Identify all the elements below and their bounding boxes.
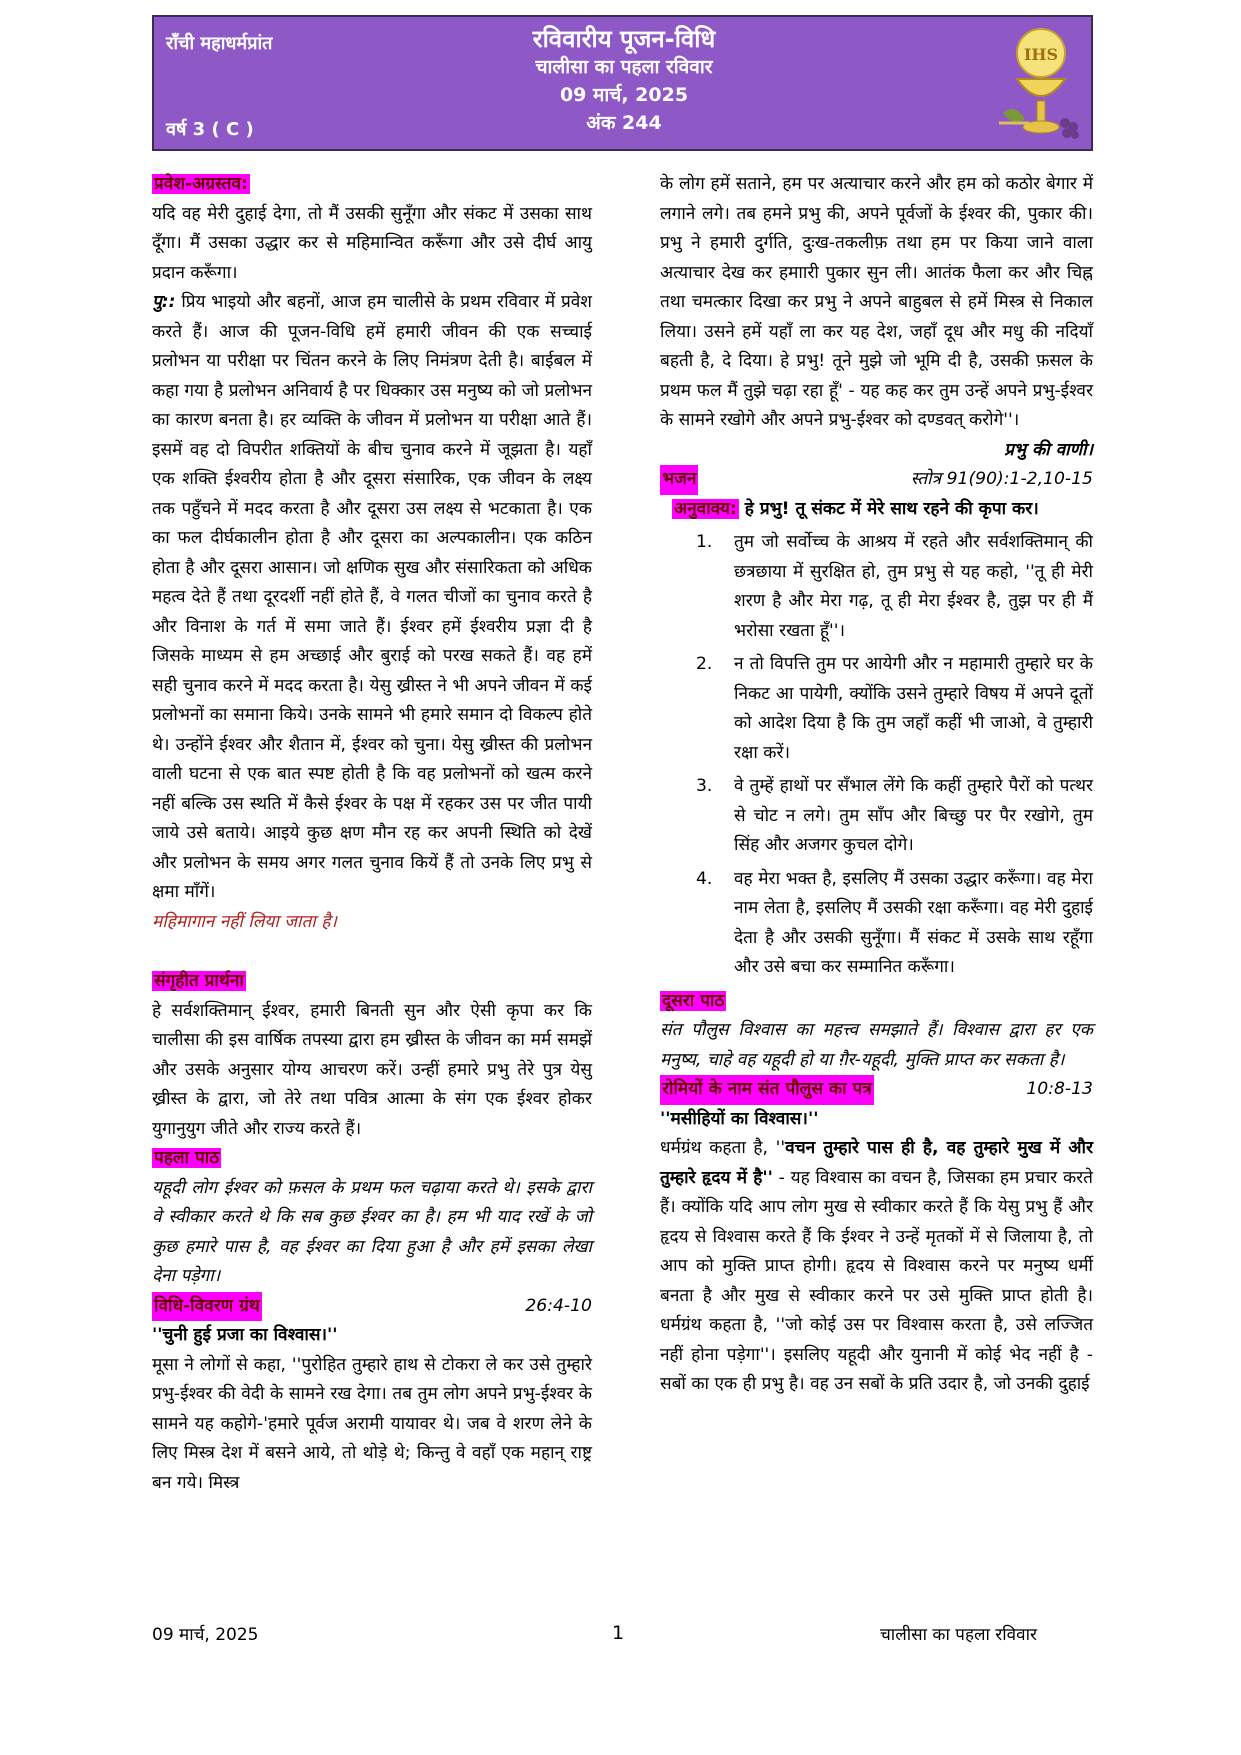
list-item: 2. न तो विपत्ति तुम पर आयेगी और न महामारी तुम्हारे घर के निकट आ पायेगी, क्योंकि उसने तुम्हारे विषय में अपने दूतों को आदेश दिया है कि तुम जहाँ कहीं भी जाओ, वे तुम्हारी रक्षा करें।	[696, 654, 1093, 763]
gloria-note: महिमागान नहीं लिया जाता है।	[152, 911, 337, 932]
liturgical-year: वर्ष 3 ( C )	[166, 119, 254, 140]
header-date: 09 मार्च, 2025	[559, 84, 689, 106]
entrance-antiphon-label: प्रवेश-अग्रस्तव:	[154, 174, 248, 194]
left-column	[152, 170, 592, 1498]
book-reference: 26:4-10	[525, 1295, 592, 1316]
collect-text: हे सर्वशक्तिमान् ईश्वर, हमारी बिनती सुन और ऐसी कृपा कर कि चालीसा की इस वार्षिक तपस्या द्वारा हम ख्रीस्त के जीवन का मर्म समझें और उसके अनुसार योग्य आचरण करें। उन्हीं हमारे प्रभु तेरे पुत्र येसु ख्रीस्त के द्वारा, जो तेरे तथा पवित्र आत्मा के संग एक ईश्वर होकर युगानुयुग जीते और राज्य करते हैं।	[152, 1000, 592, 1139]
page-number: 1	[612, 1622, 625, 1644]
sunday-name: चालीसा का पहला रविवार	[535, 56, 713, 78]
entrance-antiphon-text: यदि वह मेरी दुहाई देगा, तो मैं उसकी सुनूँगा और संकट में उसका साथ दूँगा। मैं उसका उद्धार कर से महिमान्वित करूँगा और उसे दीर्घ आयु प्रदान करूँगा।	[152, 203, 592, 283]
list-item: 3. वे तुम्हें हाथों पर सँभाल लेंगे कि कहीं तुम्हारे पैरों को पत्थर से चोट न लगे। तुम साँप और बिच्छु पर पैर रखोगे, तुम सिंह और अजगर कुचल दोगे।	[696, 776, 1093, 855]
list-item: 4. वह मेरा भक्त है, इसलिए मैं उसका उद्धार करूँगा। वह मेरा नाम लेता है, इसलिए मैं उसकी रक्षा करूँगा। वह मेरी दुहाई देता है और उसकी सुनूँगा। मैं संकट में उसके साथ रहूँगा और उसे बचा कर सम्मानित करूँगा।	[696, 868, 1093, 977]
second-reading-label: दूसरा पाठ	[662, 990, 725, 1011]
reading-text: मूसा ने लोगों से कहा, ''पुरोहित तुम्हारे हाथ से टोकरा ले कर उसे तुम्हारे प्रभु-ईश्वर की वेदी के सामने रख देगा। तब तुम लोग अपने प्रभु-ईश्वर के सामने यह कहोगे-'हमारे पूर्वज अरामी यायावर थे। जब वे शरण लेने के लिए मिस्त्र देश में बसने आये, तो थोड़े थे; किन्तु वे वहाँ एक महान् राष्ट्र बन गये। मिस्त्र	[152, 1354, 592, 1493]
reading-continued: के लोग हमें सताने, हम पर अत्याचार करने और हम को कठोर बेगार में लगाने लगे। तब हमने प्रभु की, अपने पूर्वजों के ईश्वर की, पुकार की। प्रभु ने हमारी दुर्गति, दुःख-तकलीफ़ तथा हम पर किया जाने वाला अत्याचार देख कर हमाारी पुकार सुन ली। आतंक फैला कर और चिह्न तथा चमत्कार दिखा कर प्रभु ने अपने बाहुबल से हमें मिस्त्र से निकाल लिया। उसने हमें यहाँ ला कर यह देश, जहाँ दूध और मधु की नदियाँ बहती है, दे दिया। हे प्रभु! तूने मुझे जो भूमि दी है, उसकी फ़सल के प्रथम फल मैं तुझे चढ़ा रहा हूँ' - यह कह कर तुम उन्हें अपने प्रभु-ईश्वर के सामने रखोगे और अपने प्रभु-ईश्वर को दण्डवत् करोगे''।	[660, 174, 1093, 430]
priest-introduction: प्रिय भाइयो और बहनों, आज हम चालीसे के प्रथम रविवार में प्रवेश करते हैं। आज की पूजन-विधि हमें हमारी जीवन की एक सच्चाई प्रलोभन या परीक्षा पर चिंतन करने के लिए निमंत्रण देती है। बाईबल में कहा गया है प्रलोभन अनिवार्य है पर धिक्कार उस मनुष्य को जो प्रलोभन का कारण बनता है। हर व्यक्ति के जीवन में प्रलोभन या परीक्षा आते हैं। इसमें वह दो विपरीत शक्तियों के बीच चुनाव करने में जूझता है। यहाँ एक शक्ति ईश्वरीय होता है और दूसरा संसारिक, एक जीवन के लक्ष्य तक पहुँचने में मदद करता है और दूसरा उस लक्ष्य से भटकाता है। एक का फल दीर्घकालीन होता है और दूसरा का अल्पकालीन। एक कठिन होता है और दूसरा आसान। जो क्षणिक सुख और संसारिकता को अधिक महत्व देते हैं तथा दूरदर्शी नहीं होते हैं, वे गलत चीजों का चुनाव करते है और विनाश के गर्त में समा जाते हैं। ईश्वर हमें ईश्वरीय प्रज्ञा दी है जिसके माध्यम से हम अच्छाई और बुराई को परख सकते हैं। वह हमें सही चुनाव करने में मदद करता है। येसु ख्रीस्त ने भी अपने जीवन में कई प्रलोभनों का समाना किये। उनके सामने भी हमारे समान दो विकल्प होते थे। उन्होंने ईश्वर और शैतान में, ईश्वर को चुना। येसु ख्रीस्त की प्रलोभन वाली घटना से एक बात स्पष्ट होती है कि वह प्रलोभनों को खत्म करने नहीं बल्कि उस स्थति में कैसे ईश्वर के पक्ष में रहकर उस पर जीत पायी जाये उसे बताये। आइये कुछ क्षण मौन रह कर अपनी स्थिति को देखें और प्रलोभन के समय अगर गलत चुनाव कियें हैं तो उनके लिए प्रभु से क्षमा माँगें।	[152, 292, 592, 902]
collect-label: संगृहीत प्रार्थना	[154, 971, 244, 991]
diocese-name: राँची महाधर्मप्रांत	[166, 33, 273, 54]
letter-reference: 10:8-13	[1026, 1079, 1093, 1099]
header-title-block	[414, 25, 834, 137]
list-item: 1. तुम जो सर्वोच्च के आश्रय में रहते और सर्वशक्तिमान् की छत्रछाया में सुरक्षित हो, तुम प्रभु से यह कहो, ''तू ही मेरी शरण है और मेरा गढ़, तू ही मेरा ईश्वर है, तुझ पर ही मैं भरोसा रखता हूँ''।	[696, 532, 1093, 641]
letter-text: धर्मग्रंथ कहता है, ''वचन तुम्हारे पास ही है, वह तुम्हारे मुख में और तुम्हारे हृदय में है'' - यह विश्वास का वचन है, जिसका हम प्रचार करते हैं। क्योंकि यदि आप लोग मुख से स्वीकार करते हैं कि येसु प्रभु हैं और हृदय से विश्वास करते हैं कि ईश्वर ने उन्हें मृतकों में से जिलाया है, तो आप को मुक्ति प्राप्त होगी। हृदय से विश्वास करने पर मनुष्य धर्मी बनता है और मुख से स्वीकार करने पर उसे मुक्ति प्राप्त होती है। धर्मग्रंथ कहता है, ''जो कोई उस पर विश्वास करता है, उसे लज्जित नहीं होना पड़ेगा''। इसलिए यहूदी और युनानी में कोई भेद नहीं है - सबों का एक ही प्रभु है। वह उन सबों के प्रति उदार है, जो उनकी दुहाई	[660, 1138, 1093, 1394]
psalm-label: भजन	[660, 465, 698, 495]
issue-number: अंक 244	[586, 112, 662, 134]
psalm-verses	[660, 528, 1093, 983]
word-of-lord: प्रभु की वाणी।	[1004, 439, 1093, 460]
priest-label: पु::	[152, 292, 176, 312]
right-column	[660, 170, 1093, 1400]
first-reading-label: पहला पाठ	[154, 1148, 220, 1168]
reading-title: ''चुनी हुई प्रजा का विश्वास।''	[152, 1325, 338, 1345]
response-text: हे प्रभु! तू संकट में मेरे साथ रहने की कृपा कर।	[744, 498, 1039, 519]
first-reading-intro: यहूदी लोग ईश्वर को फ़सल के प्रथम फल चढ़ाया करते थे। इसके द्वारा वे स्वीकार करते थे कि सब कुछ ईश्वर का है। हम भी याद रखें के जो कुछ हमारे पास है, वह ईश्वर का दिया हुआ है और हमें इसका लेखा देना पड़ेगा।	[152, 1177, 592, 1286]
footer-title: चालीसा का पहला रविवार	[880, 1625, 1037, 1645]
letter-title: ''मसीहियों का विश्वास।''	[660, 1108, 819, 1129]
chalice-host-icon	[995, 23, 1081, 145]
emblem-text: IHS	[1023, 45, 1059, 64]
psalm-reference: स्तोत्र 91(90):1-2,10-15	[910, 469, 1093, 489]
book-label: विधि-विवरण ग्रंथ	[152, 1292, 262, 1322]
header-banner	[152, 15, 1093, 151]
page-title: रविवारीय पूजन-विधि	[532, 25, 716, 53]
letter-quote-bold: वचन तुम्हारे पास ही है, वह तुम्हारे मुख में और तुम्हारे हृदय में है''	[660, 1138, 1093, 1188]
footer-date: 09 मार्च, 2025	[152, 1625, 259, 1645]
response-label: अनुवाक्य:	[674, 498, 737, 519]
letter-label: रोमियों के नाम संत पौलुस का पत्र	[660, 1075, 874, 1105]
second-reading-intro: संत पौलुस विश्वास का महत्त्व समझाते हैं। विश्वास द्वारा हर एक मनुष्य, चाहे वह यहूदी हो या ग़ैर-यहूदी, मुक्ति प्राप्त कर सकता है।	[660, 1020, 1093, 1070]
